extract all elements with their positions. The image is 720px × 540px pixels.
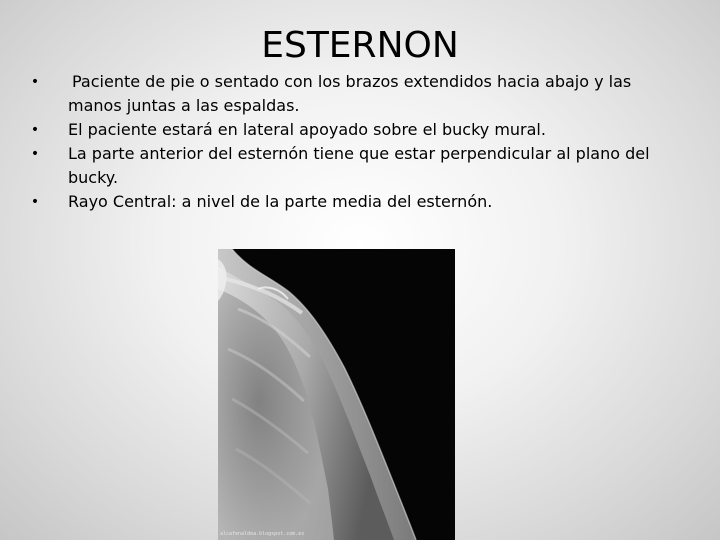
bullet-item	[28, 190, 688, 214]
bullet-text: El paciente estará en lateral apoyado sobre el bucky mural.	[68, 120, 546, 139]
bullet-text: La parte anterior del esternón tiene que estar perpendicular al plano del bucky.	[68, 144, 650, 187]
bullet-item	[28, 118, 688, 142]
bullet-text: Rayo Central: a nivel de la parte media del esternón.	[68, 192, 493, 211]
bullet-item	[28, 70, 688, 118]
bullet-icon: •	[30, 74, 40, 90]
slide-title: ESTERNON	[261, 25, 459, 66]
bullet-list	[28, 70, 688, 214]
bullet-icon: •	[30, 194, 40, 210]
bullet-item	[28, 142, 688, 190]
bullet-text: Paciente de pie o sentado con los brazos extendidos hacia abajo y las manos juntas a las espaldas.	[68, 72, 632, 115]
bullet-icon: •	[30, 146, 40, 162]
sternum-xray-image	[218, 249, 455, 540]
xray-caption: alcafenaldea.blogspot.com.es	[220, 531, 305, 537]
bullet-icon: •	[30, 122, 40, 138]
xray-graphic	[218, 249, 455, 540]
